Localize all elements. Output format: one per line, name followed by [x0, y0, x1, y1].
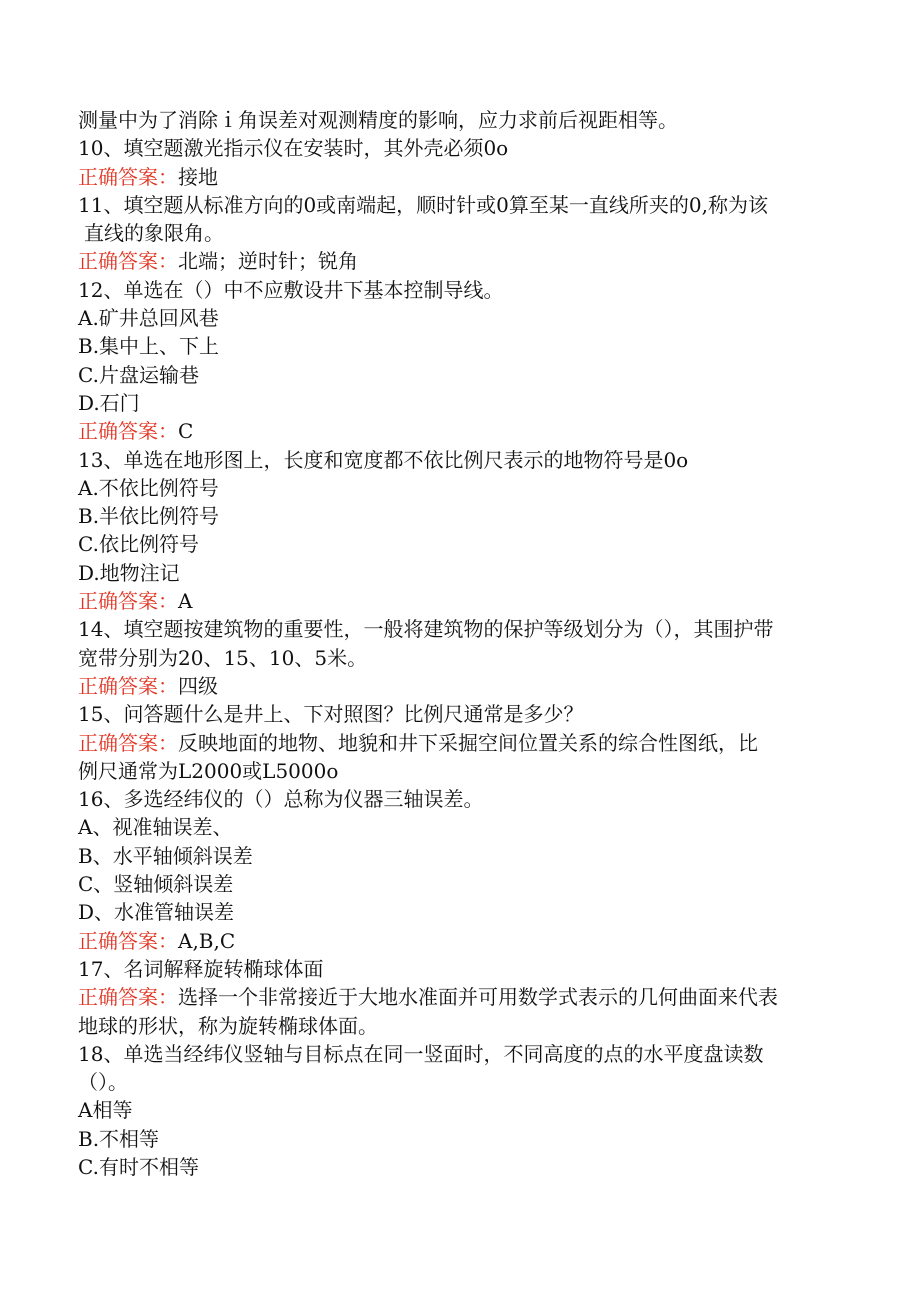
text-line: （）。 — [78, 1070, 128, 1095]
answer-line — [78, 729, 840, 757]
text-line: C.依比例符号 — [78, 532, 199, 557]
text-line: D.地物注记 — [78, 560, 180, 585]
text-line: 15、问答题什么是井上、下对照图？比例尺通常是多少？ — [78, 702, 584, 727]
text-line: C.有时不相等 — [78, 1154, 199, 1179]
answer-label: 正确答案： — [78, 164, 178, 189]
answer-text: 反映地面的地物、地貌和井下采掘空间位置关系的综合性图纸，比 — [178, 730, 758, 755]
document-page — [78, 106, 840, 1181]
answer-line — [78, 927, 840, 955]
answer-label: 正确答案： — [78, 928, 178, 953]
answer-text: A — [178, 589, 193, 614]
text-line: 14、填空题按建筑物的重要性，一般将建筑物的保护等级划分为（），其围护带 — [78, 617, 774, 642]
text-line: 10、填空题激光指示仪在安装时，其外壳必须0o — [78, 136, 509, 161]
answer-label: 正确答案： — [78, 673, 178, 698]
answer-line — [78, 247, 840, 275]
text-line: 宽带分别为20、15、10、5米。 — [78, 645, 368, 670]
text-line: B.半依比例符号 — [78, 504, 220, 529]
answer-line — [78, 163, 840, 191]
text-line: 18、单选当经纬仪竖轴与目标点在同一竖面时，不同高度的点的水平度盘读数 — [78, 1041, 764, 1066]
text-line: 13、单选在地形图上，长度和宽度都不依比例尺表示的地物符号是0o — [78, 447, 689, 472]
text-line: 11、填空题从标准方向的0或南端起，顺时针或0算至某一直线所夹的0,称为该 — [78, 192, 768, 217]
text-line: 测量中为了消除ｉ角误差对观测精度的影响，应力求前后视距相等。 — [78, 108, 678, 132]
answer-label: 正确答案： — [78, 985, 178, 1010]
text-line: 直线的象限角。 — [84, 221, 224, 246]
answer-text: 选择一个非常接近于大地水准面并可用数学式表示的几何曲面来代表 — [178, 985, 778, 1010]
answer-line — [78, 417, 840, 445]
answer-text: 接地 — [178, 164, 218, 189]
text-line: 17、名词解释旋转椭球体面 — [78, 956, 324, 981]
answer-text: C — [178, 419, 194, 444]
text-line: A、视准轴误差、 — [78, 815, 233, 840]
text-line: B.不相等 — [78, 1126, 160, 1151]
text-line: A.不依比例符号 — [78, 475, 219, 500]
text-line: B.集中上、下上 — [78, 334, 220, 359]
text-line: 16、多选经纬仪的（）总称为仪器三轴误差。 — [78, 787, 484, 812]
text-line: A.矿井总回风巷 — [78, 306, 219, 331]
answer-line — [78, 587, 840, 615]
answer-text: A,B,C — [178, 928, 236, 953]
text-line: 地球的形状，称为旋转椭球体面。 — [78, 1013, 378, 1038]
answer-label: 正确答案： — [78, 419, 178, 444]
text-line: C、竖轴倾斜误差 — [78, 872, 234, 897]
answer-text: 北端；逆时针；锐角 — [178, 249, 358, 274]
answer-label: 正确答案： — [78, 730, 178, 755]
text-line: 12、单选在（）中不应敷设井下基本控制导线。 — [78, 277, 504, 302]
text-line: C.片盘运输巷 — [78, 362, 199, 387]
answer-text: 四级 — [178, 673, 218, 698]
text-line: D.石门 — [78, 390, 140, 415]
text-line: 例尺通常为L2000或L5000o — [78, 758, 339, 783]
answer-label: 正确答案： — [78, 249, 178, 274]
text-line: B、水平轴倾斜误差 — [78, 843, 253, 868]
answer-line — [78, 672, 840, 700]
answer-label: 正确答案： — [78, 589, 178, 614]
text-line: A相等 — [78, 1098, 133, 1123]
text-line: D、水准管轴误差 — [78, 900, 235, 925]
answer-line — [78, 983, 840, 1011]
